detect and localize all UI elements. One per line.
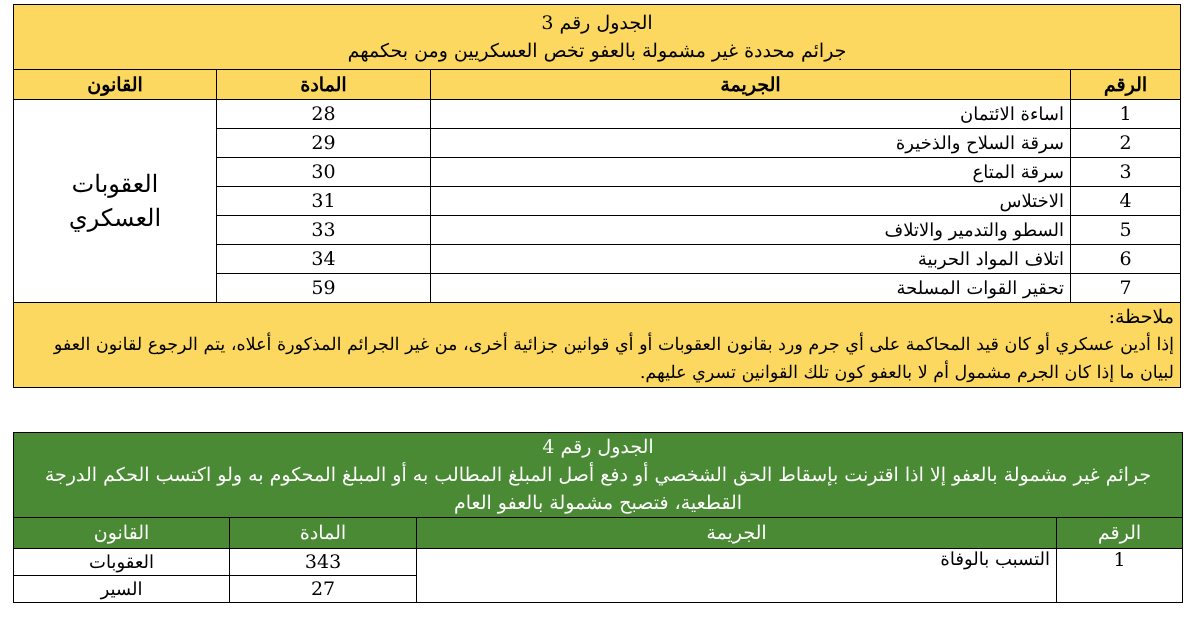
row-article: 31 bbox=[217, 187, 431, 216]
table-3-subtitle: جرائم محددة غير مشمولة بالعفو تخص العسكريين ومن بحكمهم bbox=[347, 40, 847, 62]
row-number: 4 bbox=[1071, 187, 1181, 216]
table-4 bbox=[13, 432, 1183, 603]
table-3-caption bbox=[14, 5, 1181, 70]
table-row bbox=[14, 549, 1183, 576]
row-crime: السطو والتدمير والاتلاف bbox=[431, 216, 1071, 245]
row-number: 5 bbox=[1071, 216, 1181, 245]
row-article: 34 bbox=[217, 245, 431, 274]
table-3 bbox=[13, 4, 1181, 388]
table-row bbox=[14, 100, 1181, 129]
header-law: القانون bbox=[14, 518, 230, 549]
header-article: المادة bbox=[217, 70, 431, 100]
row-crime: سرقة السلاح والذخيرة bbox=[431, 129, 1071, 158]
row-number: 1 bbox=[1071, 100, 1181, 129]
law-cell bbox=[14, 100, 217, 303]
row-article: 27 bbox=[230, 576, 417, 603]
header-number: الرقم bbox=[1071, 70, 1181, 100]
row-number: 2 bbox=[1071, 129, 1181, 158]
row-crime: سرقة المتاع bbox=[431, 158, 1071, 187]
row-number: 6 bbox=[1071, 245, 1181, 274]
table-3-note bbox=[14, 303, 1181, 388]
row-crime: اتلاف المواد الحربية bbox=[431, 245, 1071, 274]
table-4-caption bbox=[14, 433, 1183, 518]
row-article: 33 bbox=[217, 216, 431, 245]
row-crime: تحقير القوات المسلحة bbox=[431, 274, 1071, 303]
row-article: 28 bbox=[217, 100, 431, 129]
table-4-subtitle: جرائم غير مشمولة بالعفو إلا اذا اقترنت بإسقاط الحق الشخصي أو دفع أصل المبلغ المطالب به أو المبلغ المحكوم به ولو اكتسب الحكم الدرجة القطعية، فتصبح مشمولة بالعفو العام bbox=[44, 464, 1152, 514]
row-number: 1 bbox=[1057, 549, 1183, 603]
row-crime: اساءة الائتمان bbox=[431, 100, 1071, 129]
row-law: العقوبات bbox=[14, 549, 230, 576]
header-article: المادة bbox=[230, 518, 417, 549]
header-law: القانون bbox=[14, 70, 217, 100]
note-text: إذا أدين عسكري أو كان قيد المحاكمة على أي جرم ورد بقانون العقوبات أو أي قوانين جزائية أخرى، من غير الجرائم المذكورة أعلاه، يتم الرجوع لقانون العفو لبيان ما إذا كان الجرم مشمول أم لا بالعفو كون تلك القوانين تسري عليهم. bbox=[53, 335, 1175, 383]
law-line-2: العسكري bbox=[68, 204, 162, 232]
row-article: 59 bbox=[217, 274, 431, 303]
row-article: 30 bbox=[217, 158, 431, 187]
row-crime: التسبب بالوفاة bbox=[417, 549, 1057, 603]
row-law: السير bbox=[14, 576, 230, 603]
law-line-1: العقوبات bbox=[71, 170, 159, 198]
header-number: الرقم bbox=[1057, 518, 1183, 549]
table-4-title: الجدول رقم 4 bbox=[542, 436, 654, 458]
table-3-header-row bbox=[14, 70, 1181, 100]
note-title: ملاحظة: bbox=[1108, 306, 1175, 328]
row-article: 343 bbox=[230, 549, 417, 576]
row-article: 29 bbox=[217, 129, 431, 158]
row-number: 7 bbox=[1071, 274, 1181, 303]
row-number: 3 bbox=[1071, 158, 1181, 187]
header-crime: الجريمة bbox=[431, 70, 1071, 100]
table-4-header-row bbox=[14, 518, 1183, 549]
table-3-title: الجدول رقم 3 bbox=[541, 12, 653, 34]
row-crime: الاختلاس bbox=[431, 187, 1071, 216]
header-crime: الجريمة bbox=[417, 518, 1057, 549]
